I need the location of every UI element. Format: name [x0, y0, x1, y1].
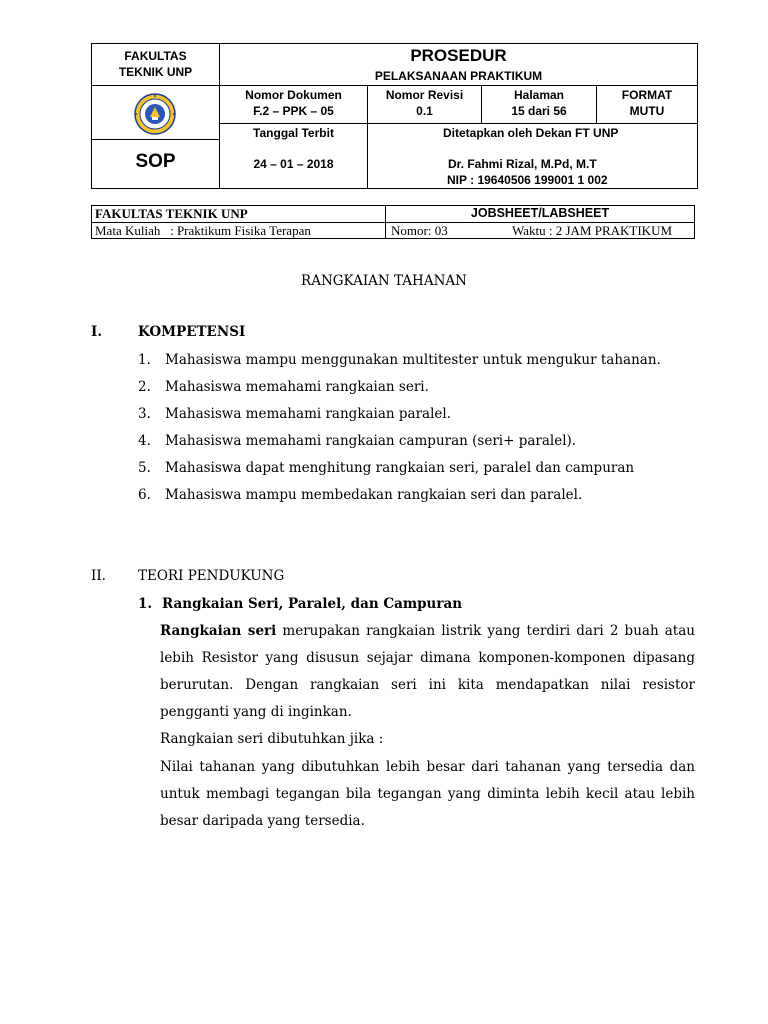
list-item-number: 3.	[138, 406, 151, 422]
format-value: MUTU	[629, 104, 665, 118]
revision-label: Nomor Revisi	[385, 88, 464, 102]
paragraph-line: lebih Resistor yang disusun sejajar dimana komponen-komponen dipasang	[160, 650, 695, 666]
jobsheet-time: Waktu : 2 JAM PRAKTIKUM	[512, 223, 673, 238]
header-subtitle: PELAKSANAAN PRAKTIKUM	[374, 69, 543, 83]
list-item: Mahasiswa mampu menggunakan multitester untuk mengukur tahanan.	[165, 352, 661, 368]
subsection-heading: Rangkaian Seri, Paralel, dan Campuran	[162, 596, 463, 612]
revision-value: 0.1	[416, 104, 433, 118]
list-item: Mahasiswa memahami rangkaian seri.	[165, 379, 429, 395]
list-item: Mahasiswa dapat menghitung rangkaian seri, paralel dan campuran	[165, 460, 635, 476]
list-item-number: 5.	[138, 460, 151, 476]
page-label: Halaman	[513, 88, 565, 102]
university-logo	[128, 93, 182, 135]
doc-number-value: F.2 – PPK – 05	[253, 104, 334, 118]
doc-number-label: Nomor Dokumen	[245, 88, 342, 102]
university-seal-icon	[128, 93, 182, 135]
paragraph-line: berurutan. Dengan rangkaian seri ini kita mendapatkan nilai resistor	[160, 677, 695, 693]
format-label: FORMAT	[621, 88, 673, 102]
jobsheet-course: Mata Kuliah : Praktikum Fisika Terapan	[95, 223, 311, 238]
list-item-number: 1.	[138, 352, 151, 368]
paragraph-text: merupakan rangkaian listrik yang terdiri dari 2 buah atau	[282, 623, 695, 639]
paragraph-line: Nilai tahanan yang dibutuhkan lebih besar dari tahanan yang tersedia dan	[160, 759, 695, 775]
list-item: Mahasiswa mampu membedakan rangkaian seri dan paralel.	[165, 487, 583, 503]
section1-numeral: I.	[91, 324, 103, 340]
term-bold: Rangkaian seri	[160, 623, 277, 639]
header-faculty-name: FAKULTAS TEKNIK UNP	[118, 49, 193, 79]
section2-numeral: II.	[91, 568, 106, 584]
subsection-number: 1.	[138, 596, 153, 612]
paragraph-line: Rangkaian seri dibutuhkan jika :	[160, 731, 384, 747]
approved-by: Ditetapkan oleh Dekan FT UNP	[443, 126, 619, 140]
issue-date-value: 24 – 01 – 2018	[253, 157, 334, 171]
page-value: 15 dari 56	[511, 104, 567, 118]
jobsheet-faculty: FAKULTAS TEKNIK UNP	[95, 206, 248, 221]
approver-nip: NIP : 19640506 199001 1 002	[447, 173, 608, 187]
list-item-number: 4.	[138, 433, 151, 449]
document-title: RANGKAIAN TAHANAN	[301, 273, 467, 289]
section2-heading: TEORI PENDUKUNG	[138, 568, 285, 584]
paragraph-line: untuk membagi tegangan bila tegangan yang diminta lebih kecil atau lebih	[160, 786, 695, 802]
list-item: Mahasiswa memahami rangkaian campuran (seri+ paralel).	[165, 433, 577, 449]
list-item-number: 2.	[138, 379, 151, 395]
list-item: Mahasiswa memahami rangkaian paralel.	[165, 406, 452, 422]
list-item-number: 6.	[138, 487, 151, 503]
paragraph-line: besar daripada yang tersedia.	[160, 813, 365, 829]
section1-heading: KOMPETENSI	[138, 324, 246, 340]
jobsheet-table	[91, 205, 695, 239]
approver-name: Dr. Fahmi Rizal, M.Pd, M.T	[448, 157, 597, 171]
paragraph-line	[160, 623, 695, 639]
issue-date-label: Tanggal Terbit	[253, 126, 334, 140]
sop-label: SOP	[135, 151, 176, 172]
header-title: PROSEDUR	[410, 46, 507, 65]
document-header-table	[91, 43, 698, 189]
paragraph-line: pengganti yang di inginkan.	[160, 704, 352, 720]
jobsheet-type: JOBSHEET/LABSHEET	[470, 206, 610, 220]
jobsheet-number: Nomor: 03	[391, 223, 448, 238]
